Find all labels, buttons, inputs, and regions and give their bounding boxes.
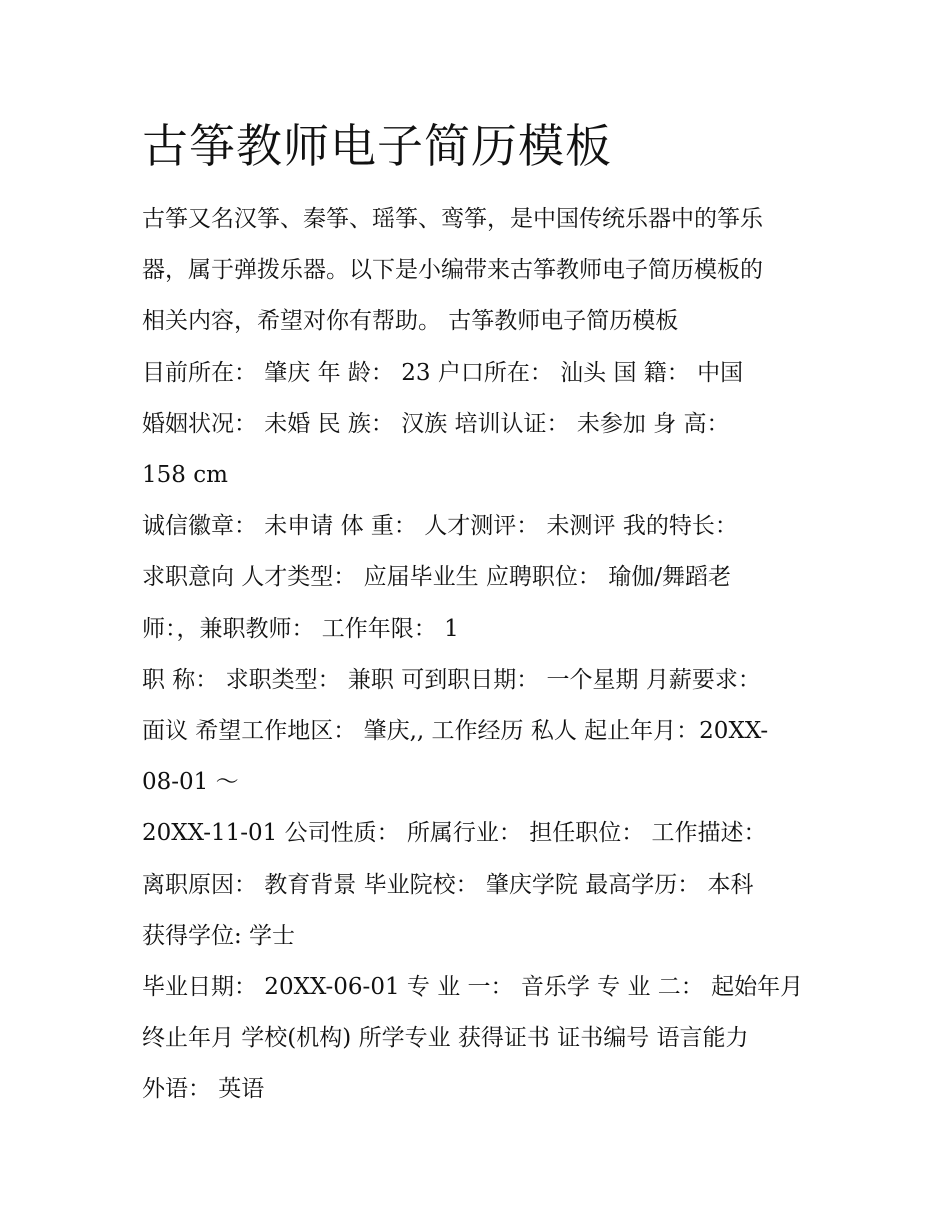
document-title: 古筝教师电子简历模板: [142, 119, 612, 173]
document-body: [142, 194, 822, 1116]
body-line: 20XX-11-01 公司性质： 所属行业： 担任职位： 工作描述：: [142, 820, 767, 847]
body-line: 离职原因： 教育背景 毕业院校： 肇庆学院 最高学历： 本科: [142, 871, 754, 898]
body-line: 婚姻状况： 未婚 民 族： 汉族 培训认证： 未参加 身 高：: [142, 410, 730, 437]
body-line: 目前所在： 肇庆 年 龄： 23 户口所在： 汕头 国 籍： 中国: [142, 359, 744, 386]
body-line: 终止年月 学校(机构) 所学专业 获得证书 证书编号 语言能力: [142, 1025, 749, 1052]
body-line: 毕业日期： 20XX-06-01 专 业 一： 音乐学 专 业 二： 起始年月: [142, 974, 804, 1001]
document-page: [142, 112, 822, 1116]
body-line: 相关内容，希望对你有帮助。 古筝教师电子简历模板: [142, 308, 679, 335]
body-line: 求职意向 人才类型： 应届毕业生 应聘职位： 瑜伽/舞蹈老: [142, 564, 731, 591]
body-line: 职 称： 求职类型： 兼职 可到职日期： 一个星期 月薪要求：: [142, 666, 761, 693]
body-line: 古筝又名汉筝、秦筝、瑶筝、鸾筝，是中国传统乐器中的筝乐: [142, 206, 763, 232]
body-line: 08-01 ～: [142, 769, 239, 796]
body-line: 158 cm: [142, 462, 228, 489]
body-line: 获得学位: 学士: [142, 922, 296, 949]
body-line: 诚信徽章： 未申请 体 重： 人才测评： 未测评 我的特长：: [142, 513, 738, 540]
body-line: 面议 希望工作地区： 肇庆,, 工作经历 私人 起止年月：20XX-: [142, 718, 769, 745]
body-line: 外语： 英语: [142, 1076, 265, 1103]
body-line: 师：，兼职教师： 工作年限： 1: [142, 615, 459, 642]
body-line: 器，属于弹拨乐器。以下是小编带来古筝教师电子简历模板的: [142, 257, 763, 284]
